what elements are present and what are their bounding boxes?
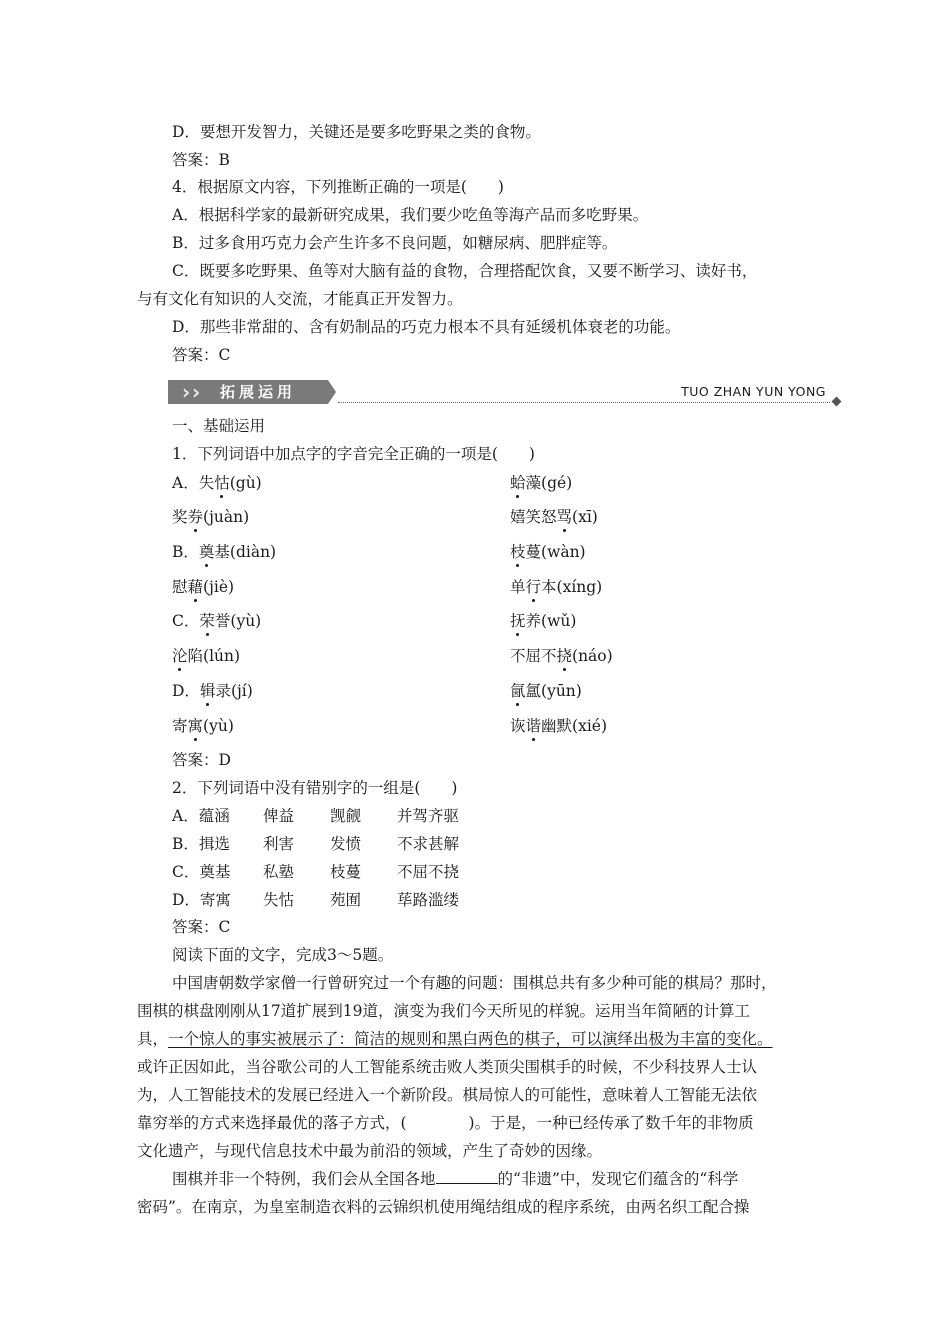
banner-english-label: TUO ZHAN YUN YONG <box>681 384 826 399</box>
dotted-char: 抚 <box>510 612 526 630</box>
fill-blank[interactable] <box>436 1169 498 1184</box>
p1-option-row-right <box>510 577 602 597</box>
dotted-char: 奠 <box>198 543 215 561</box>
p1-option-row-left <box>172 716 234 736</box>
passage-line: 为，人工智能技术的发展已经进入一个新阶段。棋局惊人的可能性，意味着人工智能无法依 <box>137 1086 758 1104</box>
word: C．奠基 <box>172 863 231 881</box>
option-text: (náo) <box>572 647 613 665</box>
word: 俾益 <box>263 807 295 825</box>
p2-option-row <box>172 862 459 882</box>
passage-line: 围棋的棋盘刚刚从17道扩展到19道，演变为我们今天所见的样貌。运用当年简陋的计算工 <box>137 1002 750 1020</box>
p1-option-row-right <box>510 611 576 631</box>
p2-answer: 答案：C <box>172 918 231 936</box>
p1-stem: 1．下列词语中加点字的字音完全正确的一项是( ) <box>172 445 535 463</box>
p1-option-row-right <box>510 716 607 736</box>
p1-option-row-left <box>172 507 249 527</box>
q4-option-c-line2: 与有文化有知识的人交流，才能真正开发智力。 <box>137 290 463 308</box>
word: 利害 <box>263 835 295 853</box>
option-text: 本(xíng) <box>541 578 603 596</box>
p1-option-row-left <box>172 611 261 631</box>
dotted-char: 辑 <box>199 682 216 700</box>
option-text: (yù) <box>203 717 234 735</box>
p1-option-row-right <box>510 473 572 493</box>
dotted-char: 怙 <box>214 474 230 492</box>
dotted-char: 藉 <box>187 578 204 596</box>
option-text: 嬉笑怒 <box>510 508 557 526</box>
chevron-right-icon: › <box>182 380 191 404</box>
word: 枝蔓 <box>330 863 362 881</box>
underlined-sentence: 一个惊人的事实被展示了：简洁的规则和黑白两色的棋子，可以演绎出极为丰富的变化。 <box>168 1030 773 1048</box>
p2-option-row <box>172 806 459 826</box>
option-text: (juàn) <box>203 508 250 526</box>
passage-line <box>137 1029 773 1049</box>
option-text: 寄 <box>172 717 188 735</box>
q4-option-a: A．根据科学家的最新研究成果，我们要少吃鱼等海产品而多吃野果。 <box>172 206 649 224</box>
p2-option-row <box>172 890 459 910</box>
passage-line: 或许正因如此，当谷歌公司的人工智能系统击败人类顶尖围棋手的时候，不少科技界人士认 <box>137 1058 758 1076</box>
passage-text: 围棋并非一个特例，我们会从全国各地 <box>172 1170 436 1188</box>
option-text: 基(diàn) <box>214 543 277 561</box>
passage-line: 文化遗产，与现代信息技术中最为前沿的领域，产生了奇妙的因缘。 <box>137 1142 603 1160</box>
p1-option-row-left <box>172 646 240 666</box>
p1-option-row-left <box>172 681 253 701</box>
option-text: 单 <box>510 578 526 596</box>
option-text: 氲(yūn) <box>525 682 582 700</box>
option-text: 奖 <box>172 508 188 526</box>
p2-stem: 2．下列词语中没有错别字的一组是( ) <box>172 779 458 797</box>
dotted-char: 骂 <box>556 508 573 526</box>
option-text: 诙 <box>510 717 526 735</box>
option-text: C． <box>172 612 200 630</box>
option-text: 藻(gé) <box>525 474 573 492</box>
passage-line: 靠穷举的方式来选择最优的落子方式，( )。于是，一种已经传承了数千年的非物质 <box>137 1114 754 1132</box>
word: B．揖选 <box>172 835 230 853</box>
option-text: D． <box>172 682 200 700</box>
option-text: 不屈不 <box>510 647 557 665</box>
q4-answer: 答案：C <box>172 346 231 364</box>
passage-text: 的“非遗”中，发现它们蕴含的“科学 <box>497 1170 739 1188</box>
p1-option-row-left <box>172 473 262 493</box>
dotted-char: 寓 <box>187 717 204 735</box>
p1-option-row-right <box>510 507 598 527</box>
option-text: (xī) <box>572 508 598 526</box>
option-text: (jiè) <box>203 578 235 596</box>
word: D．寄寓 <box>172 891 231 909</box>
dotted-char: 枝 <box>510 543 526 561</box>
dotted-char: 蛤 <box>510 474 526 492</box>
word: 私塾 <box>263 863 295 881</box>
section-banner <box>168 378 840 408</box>
passage-line: 中国唐朝数学家僧一行曾研究过一个有趣的问题：围棋总共有多少种可能的棋局？那时， <box>172 974 777 992</box>
q4-stem: 4．根据原文内容，下列推断正确的一项是( ) <box>172 178 504 196</box>
banner-dotted-rule <box>338 402 830 403</box>
p1-option-row-right <box>510 542 586 562</box>
dotted-char: 挠 <box>556 647 573 665</box>
dotted-char: 荣 <box>199 612 215 630</box>
passage-text: 具， <box>137 1030 169 1048</box>
p2-option-row <box>172 834 459 854</box>
word: 并驾齐驱 <box>397 807 460 825</box>
p1-answer: 答案：D <box>172 751 231 769</box>
option-text: 录(jí) <box>215 682 253 700</box>
option-text: B． <box>172 543 199 561</box>
word: 荜路滥缕 <box>397 891 460 909</box>
q4-option-d: D．那些非常甜的、含有奶制品的巧克力根本不具有延缓机体衰老的功能。 <box>172 318 681 336</box>
p1-option-row-right <box>510 681 582 701</box>
q3-answer: 答案：B <box>172 151 230 169</box>
diamond-icon <box>832 397 842 407</box>
option-text: 誉(yù) <box>214 612 262 630</box>
word: 不求甚解 <box>397 835 460 853</box>
p1-option-row-left <box>172 542 276 562</box>
word: A．蕴涵 <box>172 807 230 825</box>
dotted-char: 谐 <box>525 717 542 735</box>
passage-line <box>172 1169 738 1189</box>
banner-label: 拓展运用 <box>220 383 297 401</box>
option-text: 幽默(xié) <box>541 717 607 735</box>
dotted-char: 券 <box>187 508 204 526</box>
q4-option-b: B．过多食用巧克力会产生许多不良问题，如糖尿病、肥胖症等。 <box>172 234 618 252</box>
section-heading: 一、基础运用 <box>172 417 266 435</box>
word: 苑囿 <box>330 891 362 909</box>
option-text: 养(wǔ) <box>525 612 577 630</box>
word: 失怙 <box>263 891 295 909</box>
passage-line: 密码”。在南京，为皇室制造衣料的云锦织机使用绳结组成的程序系统，由两名织工配合操 <box>137 1198 750 1216</box>
word: 觊觎 <box>330 807 362 825</box>
p1-option-row-left <box>172 577 234 597</box>
option-text: (gù) <box>229 474 262 492</box>
option-text: 慰 <box>172 578 188 596</box>
dotted-char: 沦 <box>172 647 188 665</box>
q3-option-d: D．要想开发智力，关键还是要多吃野果之类的食物。 <box>172 123 541 141</box>
option-text: A．失 <box>172 474 215 492</box>
reading-intro: 阅读下面的文字，完成3～5题。 <box>172 946 394 964</box>
word: 发愤 <box>330 835 362 853</box>
q4-option-c-line1: C．既要多吃野果、鱼等对大脑有益的食物，合理搭配饮食，又要不断学习、读好书， <box>172 262 758 280</box>
dotted-char: 氤 <box>510 682 526 700</box>
p1-option-row-right <box>510 646 613 666</box>
option-text: 蔓(wàn) <box>525 543 586 561</box>
option-text: 陷(lún) <box>187 647 241 665</box>
chevron-right-icon: › <box>192 380 201 404</box>
word: 不屈不挠 <box>397 863 460 881</box>
dotted-char: 行 <box>525 578 542 596</box>
